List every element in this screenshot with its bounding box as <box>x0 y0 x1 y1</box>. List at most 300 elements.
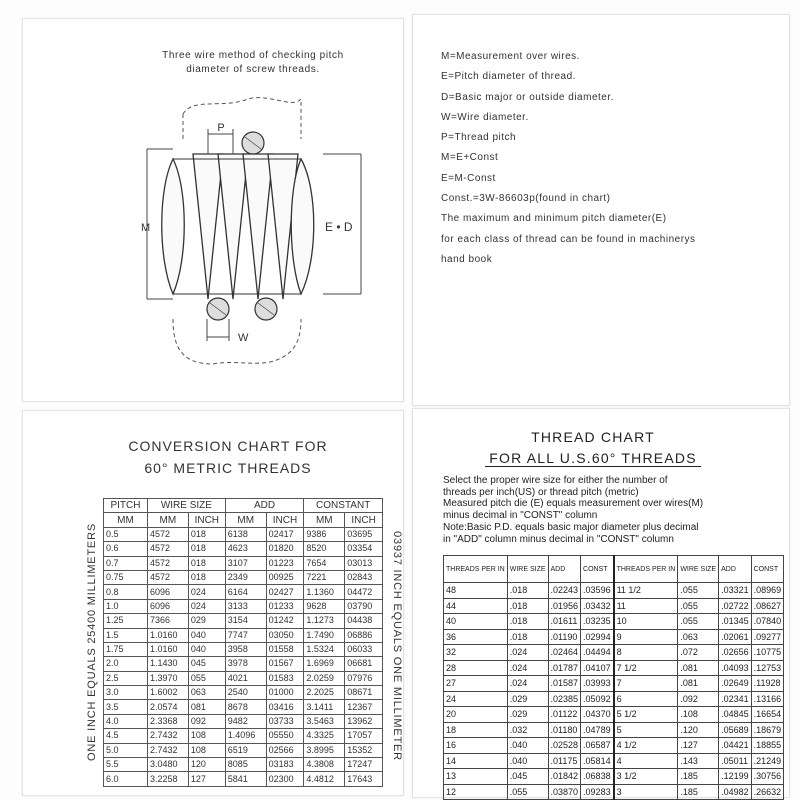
side-note-right <box>390 511 404 781</box>
conversion-table-row <box>104 614 383 628</box>
table-cell: 6096 <box>147 599 188 613</box>
table-cell: 2.5 <box>104 671 148 685</box>
table-cell: 16 <box>444 738 508 754</box>
table-cell: 17643 <box>345 772 383 786</box>
table-cell: .04494 <box>581 645 614 661</box>
diagram-panel <box>22 18 404 402</box>
table-cell: .092 <box>678 691 719 707</box>
table-cell: .185 <box>678 784 719 800</box>
conversion-table-row <box>104 671 383 685</box>
table-cell: 1.6002 <box>147 686 188 700</box>
table-cell: .01611 <box>548 614 581 630</box>
table-cell: 055 <box>188 671 225 685</box>
table-cell: 6 <box>614 691 678 707</box>
table-cell: 03695 <box>345 527 383 541</box>
thread-desc-line: minus decimal in "CONST" column <box>443 510 598 522</box>
legend-line: Const.=3W-86603p(found in chart) <box>441 193 611 205</box>
table-cell: 4572 <box>147 570 188 584</box>
table-cell: .30756 <box>751 769 784 785</box>
table-cell: 108 <box>188 743 225 757</box>
thread-table-row <box>444 738 784 754</box>
table-cell: 5 <box>614 722 678 738</box>
table-cell: 03416 <box>266 700 304 714</box>
side-note-left-text: ONE INCH EQUALS 25400 MILLIMETERS <box>86 523 98 761</box>
table-cell: 9628 <box>304 599 345 613</box>
table-cell: .018 <box>507 614 548 630</box>
thread-title-line-2: FOR ALL U.S.60° THREADS <box>485 450 700 467</box>
table-cell: .018 <box>507 629 548 645</box>
table-cell: 024 <box>188 599 225 613</box>
table-cell: 15352 <box>345 743 383 757</box>
table-cell: 11 <box>614 598 678 614</box>
table-cell: 5 1/2 <box>614 707 678 723</box>
table-cell: 7654 <box>304 556 345 570</box>
table-cell: 063 <box>188 686 225 700</box>
table-cell: 10 <box>614 614 678 630</box>
legend-line: hand book <box>441 253 493 265</box>
table-cell: .03432 <box>581 598 614 614</box>
table-cell: 01567 <box>266 657 304 671</box>
table-cell: .045 <box>507 769 548 785</box>
conversion-table-row <box>104 585 383 599</box>
table-cell: 3.1411 <box>304 700 345 714</box>
table-cell: 01000 <box>266 686 304 700</box>
thread-header: ADD <box>719 556 752 583</box>
table-cell: .040 <box>507 753 548 769</box>
thread-table-body <box>444 583 784 800</box>
table-cell: 5.5 <box>104 758 148 772</box>
thread-header: THREADS PER IN <box>444 556 508 583</box>
table-cell: 48 <box>444 583 508 599</box>
table-cell: 3.2258 <box>147 772 188 786</box>
conversion-table-row <box>104 556 383 570</box>
table-cell: .02649 <box>719 676 752 692</box>
table-cell: 0.75 <box>104 570 148 584</box>
table-cell: .12753 <box>751 660 784 676</box>
table-cell: .05814 <box>581 753 614 769</box>
conversion-table-row <box>104 772 383 786</box>
table-cell: 2540 <box>225 686 266 700</box>
conversion-table-row <box>104 527 383 541</box>
table-cell: 6138 <box>225 527 266 541</box>
table-cell: 01242 <box>266 614 304 628</box>
thread-header: WIRE SIZE <box>678 556 719 583</box>
legend-line: D=Basic major or outside diameter. <box>441 91 614 103</box>
sub-header: MM <box>304 513 345 527</box>
legend-line: M=E+Const <box>441 152 499 164</box>
table-cell: .143 <box>678 753 719 769</box>
table-cell: .07840 <box>751 614 784 630</box>
table-cell: 2.2025 <box>304 686 345 700</box>
thread-title-line-1: THREAD CHART <box>531 429 655 445</box>
table-cell: .04845 <box>719 707 752 723</box>
table-cell: 092 <box>188 714 225 728</box>
table-cell: 3107 <box>225 556 266 570</box>
table-cell: 1.3970 <box>147 671 188 685</box>
table-cell: .09283 <box>581 784 614 800</box>
table-cell: .02722 <box>719 598 752 614</box>
table-cell: 13962 <box>345 714 383 728</box>
thread-table <box>443 555 784 800</box>
table-cell: 4572 <box>147 527 188 541</box>
table-cell: .01587 <box>548 676 581 692</box>
table-cell: .01842 <box>548 769 581 785</box>
table-cell: .02656 <box>719 645 752 661</box>
table-cell: .05011 <box>719 753 752 769</box>
sub-header: MM <box>104 513 148 527</box>
table-cell: 4.0 <box>104 714 148 728</box>
table-cell: .01180 <box>548 722 581 738</box>
table-cell: .02243 <box>548 583 581 599</box>
table-cell: 2.0574 <box>147 700 188 714</box>
legend-line: E=Pitch diameter of thread. <box>441 71 576 83</box>
table-cell: 040 <box>188 628 225 642</box>
thread-table-row <box>444 583 784 599</box>
table-cell: .029 <box>507 707 548 723</box>
table-cell: .18855 <box>751 738 784 754</box>
table-cell: .01175 <box>548 753 581 769</box>
table-cell: 024 <box>188 585 225 599</box>
table-cell: 3958 <box>225 642 266 656</box>
thread-desc-line: Note:Basic P.D. equals basic major diameter plus decimal <box>443 521 699 533</box>
table-cell: 00925 <box>266 570 304 584</box>
table-cell: 6519 <box>225 743 266 757</box>
table-cell: 2.7432 <box>147 729 188 743</box>
table-cell: 8520 <box>304 542 345 556</box>
thread-table-row <box>444 722 784 738</box>
table-cell: 04472 <box>345 585 383 599</box>
thread-desc-line: Select the proper wire size for either the number of <box>443 475 668 486</box>
table-cell: .02528 <box>548 738 581 754</box>
sub-header: INCH <box>188 513 225 527</box>
table-cell: 108 <box>188 729 225 743</box>
thread-header: ADD <box>548 556 581 583</box>
table-cell: .13166 <box>751 691 784 707</box>
table-cell: 03013 <box>345 556 383 570</box>
table-cell: .018 <box>507 583 548 599</box>
table-cell: 018 <box>188 542 225 556</box>
measurement-label: M <box>141 222 151 234</box>
conversion-panel <box>22 410 404 796</box>
table-cell: 6.0 <box>104 772 148 786</box>
table-cell: 1.5324 <box>304 642 345 656</box>
table-cell: .01190 <box>548 629 581 645</box>
legend-line: for each class of thread can be found in machinerys <box>441 233 696 245</box>
thread-header: CONST <box>751 556 784 583</box>
table-cell: 029 <box>188 614 225 628</box>
table-cell: 2.0 <box>104 657 148 671</box>
table-cell: .11928 <box>751 676 784 692</box>
table-cell: 1.1360 <box>304 585 345 599</box>
table-cell: 4021 <box>225 671 266 685</box>
table-cell: 01223 <box>266 556 304 570</box>
table-cell: 01583 <box>266 671 304 685</box>
table-cell: .12199 <box>719 769 752 785</box>
table-cell: 3.5463 <box>304 714 345 728</box>
table-cell: .04107 <box>581 660 614 676</box>
table-cell: .01956 <box>548 598 581 614</box>
table-cell: 02300 <box>266 772 304 786</box>
table-cell: 5841 <box>225 772 266 786</box>
table-cell: 1.1273 <box>304 614 345 628</box>
side-note-left <box>85 507 99 777</box>
table-cell: 6164 <box>225 585 266 599</box>
legend-line: M=Measurement over wires. <box>441 51 580 62</box>
table-cell: 01233 <box>266 599 304 613</box>
table-cell: 3978 <box>225 657 266 671</box>
conversion-table-row <box>104 628 383 642</box>
table-cell: 3 <box>614 784 678 800</box>
table-cell: 3.0480 <box>147 758 188 772</box>
conversion-table <box>103 498 383 787</box>
table-cell: 4 1/2 <box>614 738 678 754</box>
sub-header: MM <box>225 513 266 527</box>
table-cell: 1.0 <box>104 599 148 613</box>
table-cell: 17247 <box>345 758 383 772</box>
table-cell: 3.0 <box>104 686 148 700</box>
table-cell: 0.7 <box>104 556 148 570</box>
table-cell: .03993 <box>581 676 614 692</box>
table-cell: .081 <box>678 660 719 676</box>
legend-line: E=M-Const <box>441 172 496 184</box>
table-cell: .04421 <box>719 738 752 754</box>
table-cell: .055 <box>678 583 719 599</box>
table-cell: 1.4096 <box>225 729 266 743</box>
table-cell: 2.3368 <box>147 714 188 728</box>
conversion-table-row <box>104 657 383 671</box>
table-cell: .055 <box>678 598 719 614</box>
table-cell: 4.3325 <box>304 729 345 743</box>
table-cell: 06681 <box>345 657 383 671</box>
table-cell: 127 <box>188 772 225 786</box>
thread-table-row <box>444 660 784 676</box>
conversion-title <box>93 435 363 479</box>
table-cell: 1.0160 <box>147 642 188 656</box>
table-cell: 120 <box>188 758 225 772</box>
table-cell: .018 <box>507 598 548 614</box>
table-cell: 9386 <box>304 527 345 541</box>
thread-desc-line: in "ADD" column minus decimal in "CONST" column <box>443 533 674 545</box>
table-cell: 1.75 <box>104 642 148 656</box>
table-cell: .024 <box>507 645 548 661</box>
conversion-table-row <box>104 700 383 714</box>
table-cell: 13 <box>444 769 508 785</box>
group-header-pitch: PITCH <box>104 499 148 513</box>
table-cell: 018 <box>188 527 225 541</box>
table-cell: 9 <box>614 629 678 645</box>
table-cell: 5.0 <box>104 743 148 757</box>
table-cell: 1.6969 <box>304 657 345 671</box>
sub-header: INCH <box>266 513 304 527</box>
table-cell: 20 <box>444 707 508 723</box>
table-cell: 8085 <box>225 758 266 772</box>
thread-title <box>443 427 743 469</box>
table-cell: 7 <box>614 676 678 692</box>
thread-panel <box>412 408 790 798</box>
table-cell: .120 <box>678 722 719 738</box>
table-cell: 4 <box>614 753 678 769</box>
sub-header: MM <box>147 513 188 527</box>
table-cell: 08671 <box>345 686 383 700</box>
diagram-title-line-1: Three wire method of checking pitch <box>162 50 344 61</box>
table-cell: 3.5 <box>104 700 148 714</box>
table-cell: 05550 <box>266 729 304 743</box>
table-cell: 2349 <box>225 570 266 584</box>
table-cell: 14 <box>444 753 508 769</box>
table-cell: .03596 <box>581 583 614 599</box>
table-cell: 040 <box>188 642 225 656</box>
table-cell: 11 1/2 <box>614 583 678 599</box>
conversion-table-body <box>104 527 383 786</box>
table-cell: 8 <box>614 645 678 661</box>
table-cell: 02843 <box>345 570 383 584</box>
three-wire-diagram <box>23 19 403 401</box>
conversion-table-row <box>104 642 383 656</box>
table-cell: .05689 <box>719 722 752 738</box>
table-cell: 03050 <box>266 628 304 642</box>
table-cell: 01558 <box>266 642 304 656</box>
table-cell: 7366 <box>147 614 188 628</box>
conversion-table-row <box>104 714 383 728</box>
table-cell: 1.25 <box>104 614 148 628</box>
table-cell: 03790 <box>345 599 383 613</box>
table-cell: .08627 <box>751 598 784 614</box>
thread-table-row <box>444 691 784 707</box>
table-cell: .03870 <box>548 784 581 800</box>
table-cell: 17057 <box>345 729 383 743</box>
table-cell: 8678 <box>225 700 266 714</box>
side-note-right-text: 03937 INCH EQUALS ONE MILLIMETER <box>391 531 403 761</box>
table-cell: 081 <box>188 700 225 714</box>
table-cell: .055 <box>507 784 548 800</box>
table-cell: 1.0160 <box>147 628 188 642</box>
table-cell: .03235 <box>581 614 614 630</box>
thread-table-row <box>444 769 784 785</box>
table-cell: 36 <box>444 629 508 645</box>
table-cell: .26632 <box>751 784 784 800</box>
table-cell: .04789 <box>581 722 614 738</box>
thread-table-row <box>444 629 784 645</box>
table-cell: 24 <box>444 691 508 707</box>
table-cell: 12 <box>444 784 508 800</box>
table-cell: 1.7490 <box>304 628 345 642</box>
table-cell: .21249 <box>751 753 784 769</box>
table-cell: 02566 <box>266 743 304 757</box>
table-cell: .024 <box>507 676 548 692</box>
conversion-table-row <box>104 743 383 757</box>
table-cell: .040 <box>507 738 548 754</box>
conversion-sub-header-row <box>104 513 383 527</box>
thread-table-row <box>444 676 784 692</box>
table-cell: .16654 <box>751 707 784 723</box>
table-cell: 01820 <box>266 542 304 556</box>
thread-table-row <box>444 784 784 800</box>
table-cell: .05092 <box>581 691 614 707</box>
thread-description <box>443 475 783 545</box>
table-cell: 4623 <box>225 542 266 556</box>
table-cell: 3 1/2 <box>614 769 678 785</box>
table-cell: .02061 <box>719 629 752 645</box>
table-cell: 3154 <box>225 614 266 628</box>
conversion-table-row <box>104 686 383 700</box>
table-cell: 3.8995 <box>304 743 345 757</box>
thread-desc-line: threads per inch(US) or thread pitch (metric) <box>443 486 639 498</box>
table-cell: 045 <box>188 657 225 671</box>
conversion-group-header-row <box>104 499 383 513</box>
table-cell: .055 <box>678 614 719 630</box>
table-cell: .06587 <box>581 738 614 754</box>
table-cell: 2.7432 <box>147 743 188 757</box>
table-cell: .063 <box>678 629 719 645</box>
thread-table-row <box>444 598 784 614</box>
table-cell: 7221 <box>304 570 345 584</box>
table-cell: 4.3808 <box>304 758 345 772</box>
table-cell: 27 <box>444 676 508 692</box>
table-cell: .06838 <box>581 769 614 785</box>
table-cell: .024 <box>507 660 548 676</box>
table-cell: 4.5 <box>104 729 148 743</box>
table-cell: 7747 <box>225 628 266 642</box>
thread-desc-line: Measured pitch die (E) equals measurement over wires(M) <box>443 498 704 510</box>
table-cell: .10775 <box>751 645 784 661</box>
table-cell: 18 <box>444 722 508 738</box>
group-header-add: ADD <box>225 499 304 513</box>
thread-header: CONST <box>581 556 614 583</box>
conversion-table-row <box>104 570 383 584</box>
table-cell: 018 <box>188 556 225 570</box>
table-cell: .108 <box>678 707 719 723</box>
table-cell: .09277 <box>751 629 784 645</box>
table-cell: 12367 <box>345 700 383 714</box>
thread-header-row <box>444 556 784 583</box>
table-cell: .02464 <box>548 645 581 661</box>
table-cell: .08969 <box>751 583 784 599</box>
table-cell: .01345 <box>719 614 752 630</box>
legend-panel <box>412 14 790 406</box>
table-cell: .01787 <box>548 660 581 676</box>
table-cell: 7 1/2 <box>614 660 678 676</box>
table-cell: .03321 <box>719 583 752 599</box>
table-cell: 07976 <box>345 671 383 685</box>
table-cell: 40 <box>444 614 508 630</box>
table-cell: 32 <box>444 645 508 661</box>
table-cell: .029 <box>507 691 548 707</box>
table-cell: 44 <box>444 598 508 614</box>
legend-line: W=Wire diameter. <box>441 111 529 123</box>
thread-table-row <box>444 645 784 661</box>
wire-label: W <box>238 332 249 344</box>
conversion-table-row <box>104 758 383 772</box>
legend-line: P=Thread pitch <box>441 132 517 144</box>
table-cell: .032 <box>507 722 548 738</box>
conversion-table-row <box>104 599 383 613</box>
table-cell: 03733 <box>266 714 304 728</box>
table-cell: .04093 <box>719 660 752 676</box>
thread-table-row <box>444 707 784 723</box>
table-cell: 4572 <box>147 542 188 556</box>
diameter-label: E • D <box>325 220 353 234</box>
conversion-title-line-2: 60° METRIC THREADS <box>144 460 312 476</box>
conversion-table-row <box>104 542 383 556</box>
table-cell: 1.5 <box>104 628 148 642</box>
table-cell: 0.6 <box>104 542 148 556</box>
table-cell: .02385 <box>548 691 581 707</box>
table-cell: .04982 <box>719 784 752 800</box>
table-cell: .01122 <box>548 707 581 723</box>
sub-header: INCH <box>345 513 383 527</box>
table-cell: .072 <box>678 645 719 661</box>
legend-list <box>441 47 781 270</box>
